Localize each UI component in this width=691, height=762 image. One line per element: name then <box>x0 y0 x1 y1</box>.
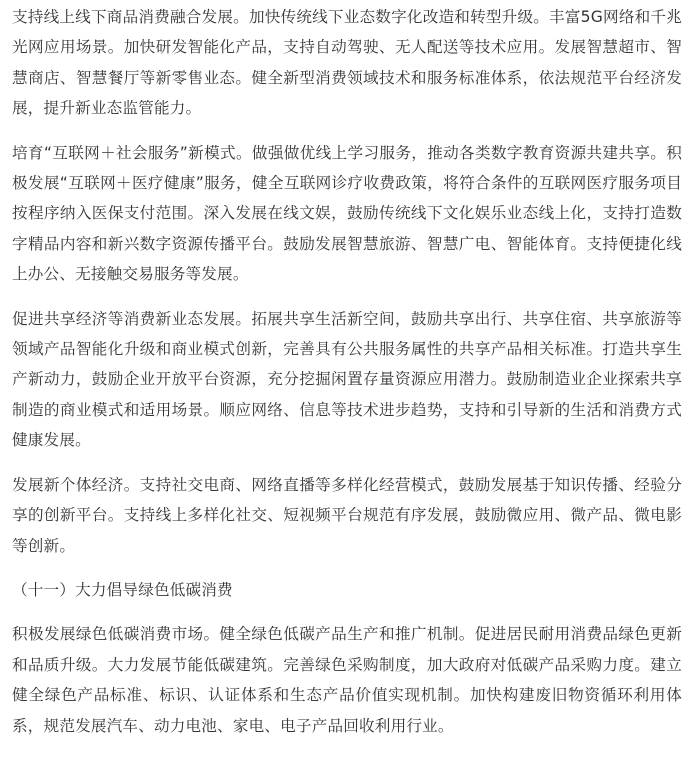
article-body <box>12 2 682 755</box>
paragraph-online-offline-integration: 支持线上线下商品消费融合发展。加快传统线下业态数字化改造和转型升级。丰富5G网络和千兆光网应用场景。加快研发智能化产品，支持自动驾驶、无人配送等技术应用。发展智慧超市、智慧商店、智慧餐厅等新零售业态。健全新型消费领域技术和服务标准体系，依法规范平台经济发展，提升新业态监管能力。 <box>12 8 682 118</box>
paragraph-internet-social-services: 培育“互联网＋社会服务”新模式。做强做优线上学习服务，推动各类数字教育资源共建共享。积极发展“互联网＋医疗健康”服务，健全互联网诊疗收费政策，将符合条件的互联网医疗服务项目按程序纳入医保支付范围。深入发展在线文娱，鼓励传统线下文化娱乐业态线上化，支持打造数字精品内容和新兴数字资源传播平台。鼓励发展智慧旅游、智慧广电、智能体育。支持便捷化线上办公、无接触交易服务等发展。 <box>12 143 682 284</box>
paragraph-green-low-carbon-market: 积极发展绿色低碳消费市场。健全绿色低碳产品生产和推广机制。促进居民耐用消费品绿色更新和品质升级。大力发展节能低碳建筑。完善绿色采购制度，加大政府对低碳产品采购力度。建立健全绿色产品标准、标识、认证体系和生态产品价值实现机制。加快构建废旧物资循环利用体系，规范发展汽车、动力电池、家电、电子产品回收利用行业。 <box>12 625 682 735</box>
paragraph-sharing-economy: 促进共享经济等消费新业态发展。拓展共享生活新空间，鼓励共享出行、共享住宿、共享旅游等领域产品智能化升级和商业模式创新，完善具有公共服务属性的共享产品相关标准。打造共享生产新动力，鼓励企业开放平台资源，充分挖掘闲置存量资源应用潜力。鼓励制造业企业探索共享制造的商业模式和适用场景。顺应网络、信息等技术进步趋势，支持和引导新的生活和消费方式健康发展。 <box>12 309 682 450</box>
paragraph-new-individual-economy: 发展新个体经济。支持社交电商、网络直播等多样化经营模式，鼓励发展基于知识传播、经验分享的创新平台。支持线上多样化社交、短视频平台规范有序发展，鼓励微应用、微产品、微电影等创新。 <box>12 475 682 555</box>
section-heading-green-consumption: （十一）大力倡导绿色低碳消费 <box>12 580 233 599</box>
